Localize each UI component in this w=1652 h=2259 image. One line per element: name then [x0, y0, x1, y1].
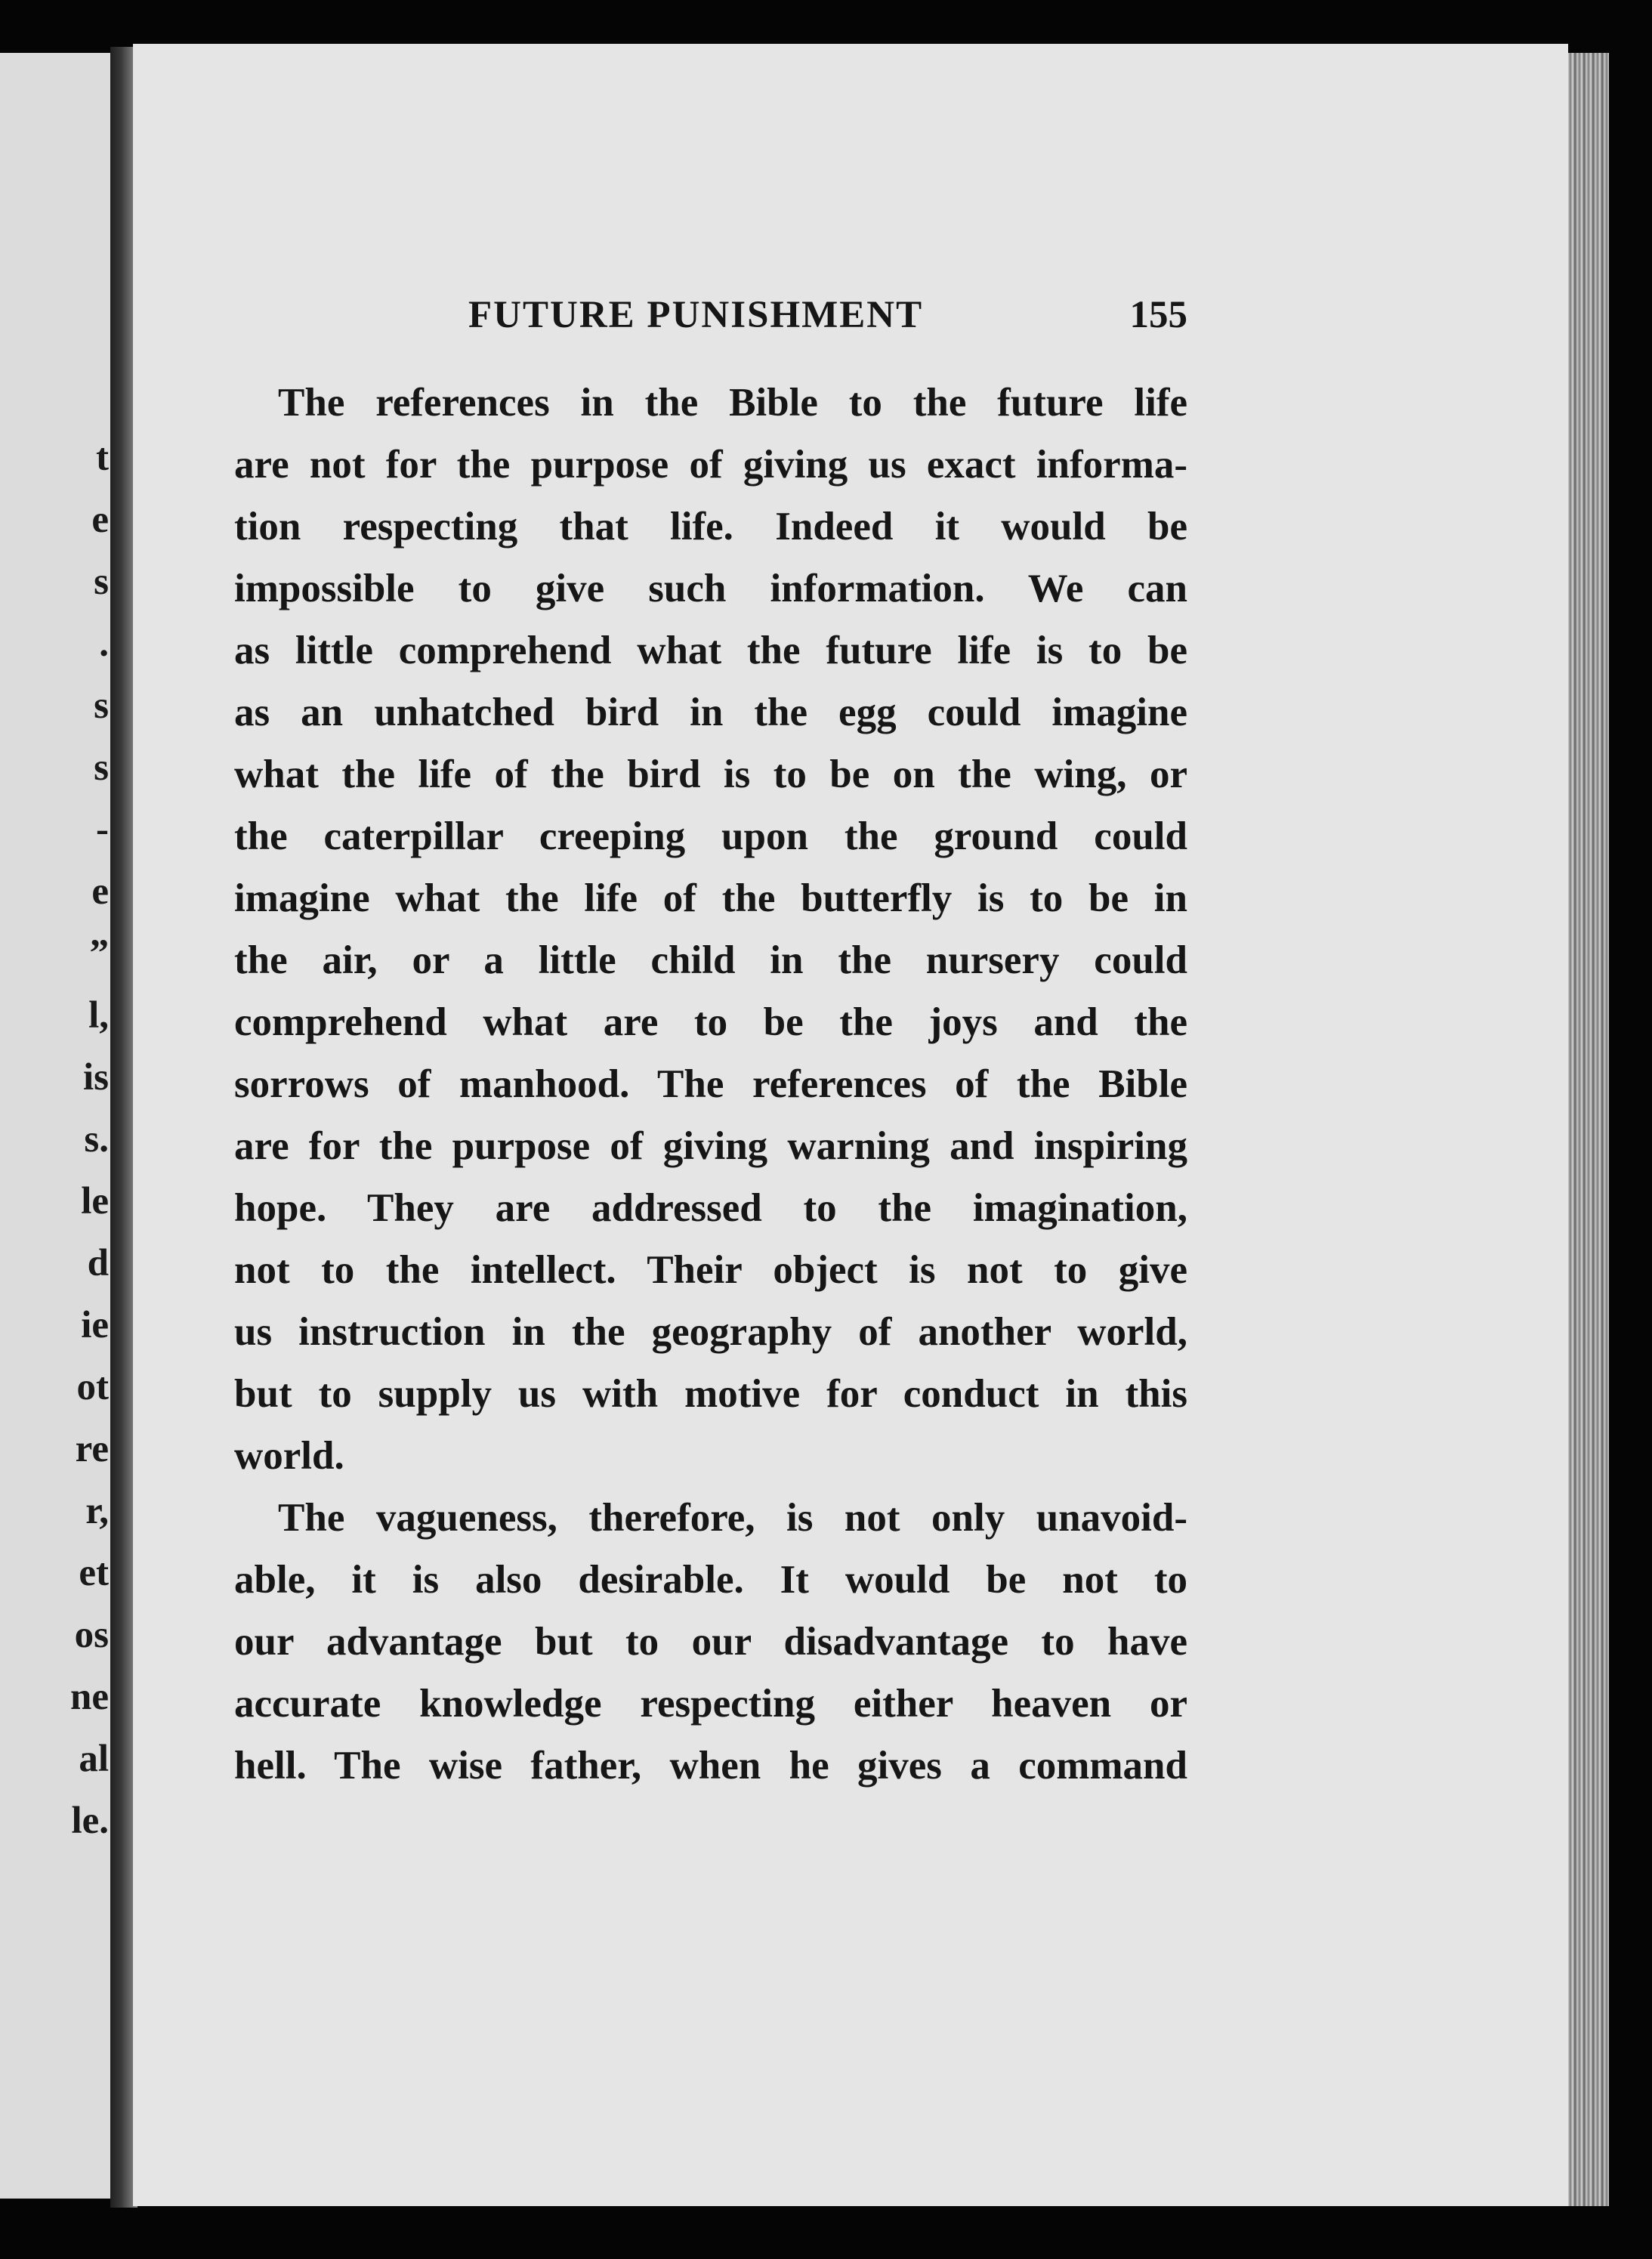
- text-line: as little comprehend what the future life is to be: [234, 629, 1187, 672]
- text-line: able, it is also desirable. It would be not to: [234, 1558, 1187, 1602]
- fragment: ”: [89, 932, 109, 975]
- text-line: sorrows of manhood. The references of the Bible: [234, 1062, 1187, 1106]
- fragment: le.: [71, 1800, 109, 1842]
- page-number: 155: [1129, 294, 1187, 336]
- fragment: ie: [81, 1304, 109, 1346]
- fragment: e: [91, 870, 109, 913]
- text-line: our advantage but to our disadvantage to have: [234, 1620, 1187, 1664]
- fragment: s.: [84, 1118, 109, 1160]
- running-head: [468, 293, 1193, 346]
- text-line: not to the intellect. Their object is not to give: [234, 1248, 1187, 1292]
- fragment: ot: [76, 1366, 109, 1408]
- fragment: is: [82, 1056, 109, 1099]
- text-line: are not for the purpose of giving us exact informa-: [234, 443, 1187, 487]
- paragraph: [234, 1487, 1187, 1797]
- fragment: s: [94, 561, 109, 603]
- facing-page-text-fragments: [70, 427, 109, 1852]
- fragment: s: [94, 684, 109, 727]
- text-line: but to supply us with motive for conduct in this: [234, 1372, 1187, 1416]
- text-line: hell. The wise father, when he gives a command: [234, 1744, 1187, 1788]
- fragment: r,: [85, 1490, 109, 1532]
- running-title: FUTURE PUNISHMENT: [468, 294, 924, 336]
- text-line: accurate knowledge respecting either heaven or: [234, 1682, 1187, 1726]
- fragment: -: [96, 808, 109, 851]
- fragment: os: [74, 1614, 109, 1656]
- fragment: le: [81, 1180, 109, 1222]
- fragment: ne: [70, 1676, 109, 1718]
- text-line: as an unhatched bird in the egg could imagine: [234, 691, 1187, 734]
- fragment: d: [87, 1242, 109, 1284]
- paragraph: [234, 372, 1187, 1487]
- text-line: are for the purpose of giving warning and inspiring: [234, 1124, 1187, 1168]
- text-line: The references in the Bible to the future life: [278, 381, 1187, 425]
- text-line: impossible to give such information. We can: [234, 567, 1187, 610]
- fragment: e: [91, 499, 109, 541]
- fragment: .: [99, 623, 109, 665]
- page-edges: [1568, 53, 1609, 2206]
- text-line: imagine what the life of the butterfly is to be in: [234, 876, 1187, 920]
- facing-page: [0, 53, 113, 2199]
- text-line: what the life of the bird is to be on the wing, or: [234, 752, 1187, 796]
- fragment: t: [96, 437, 109, 479]
- text-line: comprehend what are to be the joys and the: [234, 1000, 1187, 1044]
- body-text: [234, 372, 1187, 1797]
- text-line: hope. They are addressed to the imagination,: [234, 1186, 1187, 1230]
- fragment: et: [79, 1552, 109, 1594]
- text-line: world.: [234, 1434, 344, 1478]
- text-line: tion respecting that life. Indeed it would be: [234, 505, 1187, 549]
- text-line: the air, or a little child in the nursery could: [234, 938, 1187, 982]
- fragment: re: [75, 1428, 109, 1470]
- text-line: the caterpillar creeping upon the ground could: [234, 814, 1187, 858]
- text-line: us instruction in the geography of another world,: [234, 1310, 1187, 1354]
- fragment: s: [94, 746, 109, 789]
- text-line: The vagueness, therefore, is not only unavoid-: [278, 1496, 1187, 1540]
- fragment: al: [79, 1738, 109, 1780]
- fragment: l,: [88, 994, 109, 1037]
